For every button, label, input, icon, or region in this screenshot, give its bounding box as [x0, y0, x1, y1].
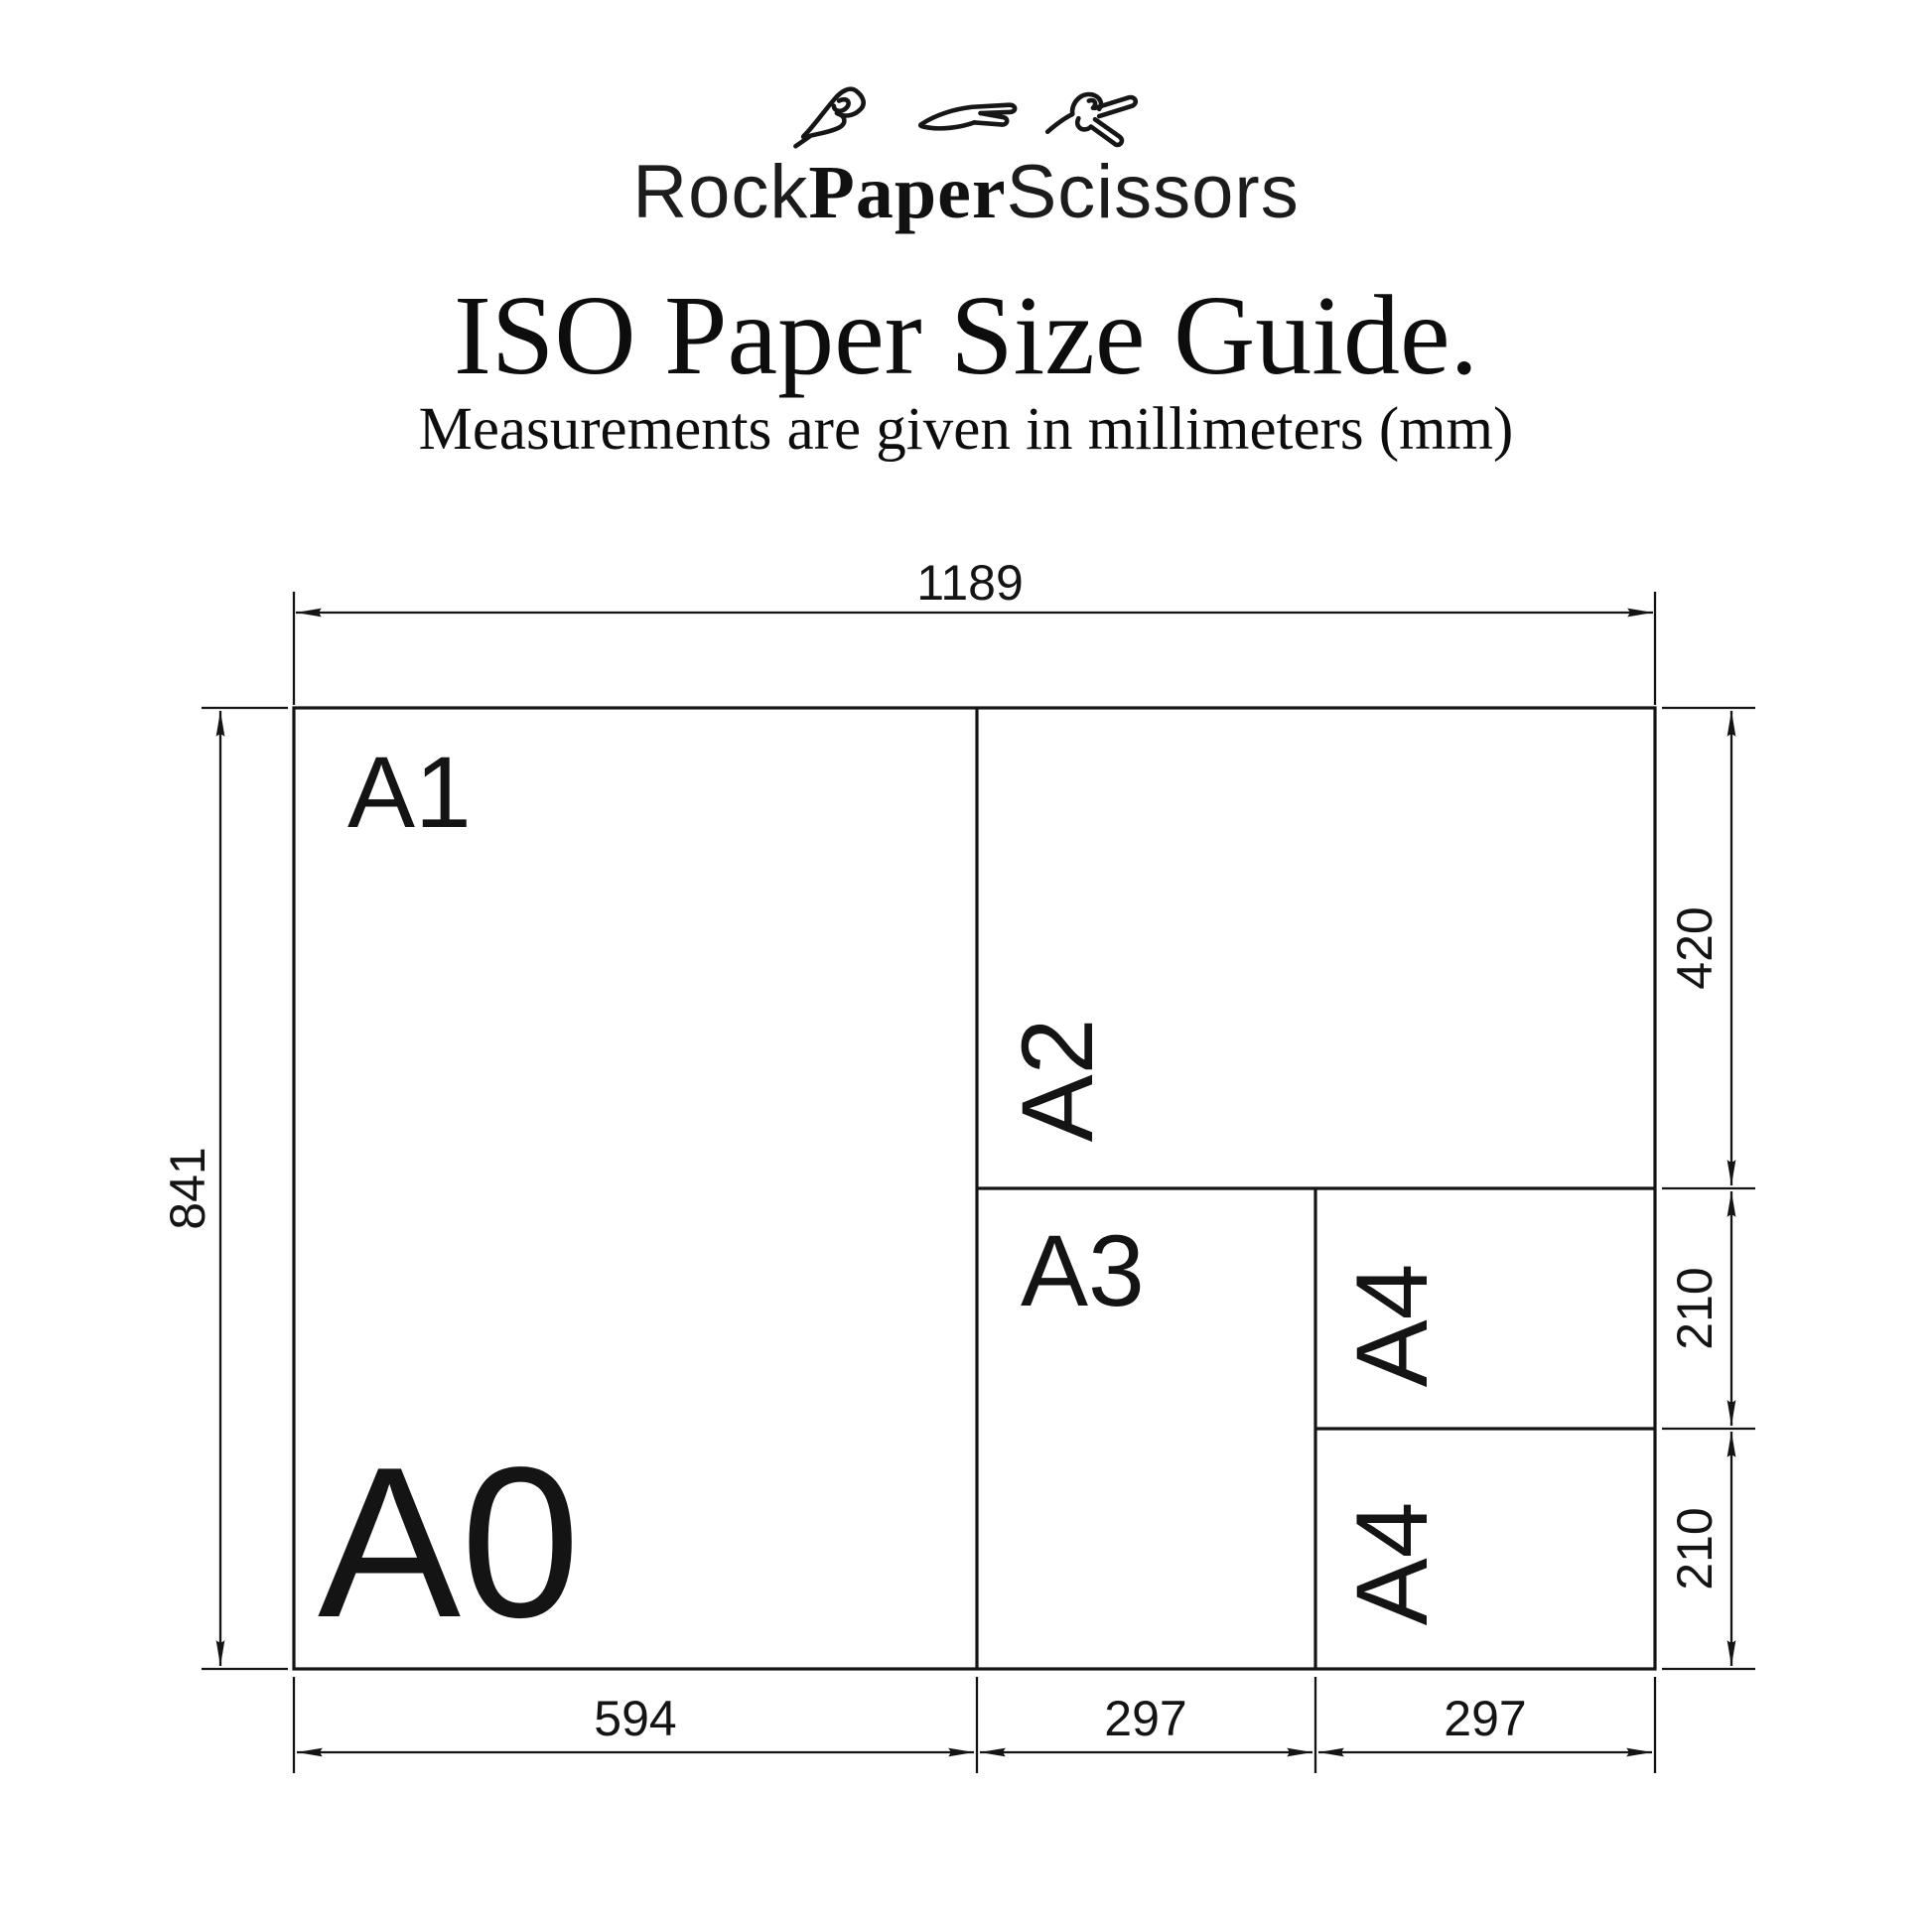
page-title: ISO Paper Size Guide. — [453, 272, 1479, 398]
dimension-label-a1-width: 594 — [594, 1691, 677, 1746]
dimension-label-a2-height: 420 — [1667, 906, 1723, 990]
paper-label-a3: A3 — [1021, 1214, 1145, 1327]
paper-label-a4-top: A4 — [1335, 1263, 1449, 1388]
paper-label-a4-bottom: A4 — [1335, 1501, 1449, 1626]
dimension-label-total-height: 841 — [160, 1147, 215, 1230]
brand-rock: Rock — [632, 150, 809, 234]
dimension-label-a4-bottom-height: 210 — [1667, 1507, 1723, 1590]
brand-paper: Paper — [808, 151, 1007, 234]
paper-label-a2: A2 — [1001, 1018, 1114, 1143]
paper-label-a0: A0 — [318, 1422, 581, 1662]
paper-label-a1: A1 — [347, 736, 472, 849]
dimension-label-total-width: 1189 — [916, 555, 1024, 611]
brand-scissors: Scissors — [1006, 150, 1300, 234]
dimension-label-a3-width: 297 — [1104, 1691, 1187, 1746]
dimension-label-a4-width: 297 — [1444, 1691, 1527, 1746]
dimension-label-a4-top-height: 210 — [1667, 1267, 1723, 1350]
page-subtitle: Measurements are given in millimeters (mm) — [418, 396, 1514, 463]
